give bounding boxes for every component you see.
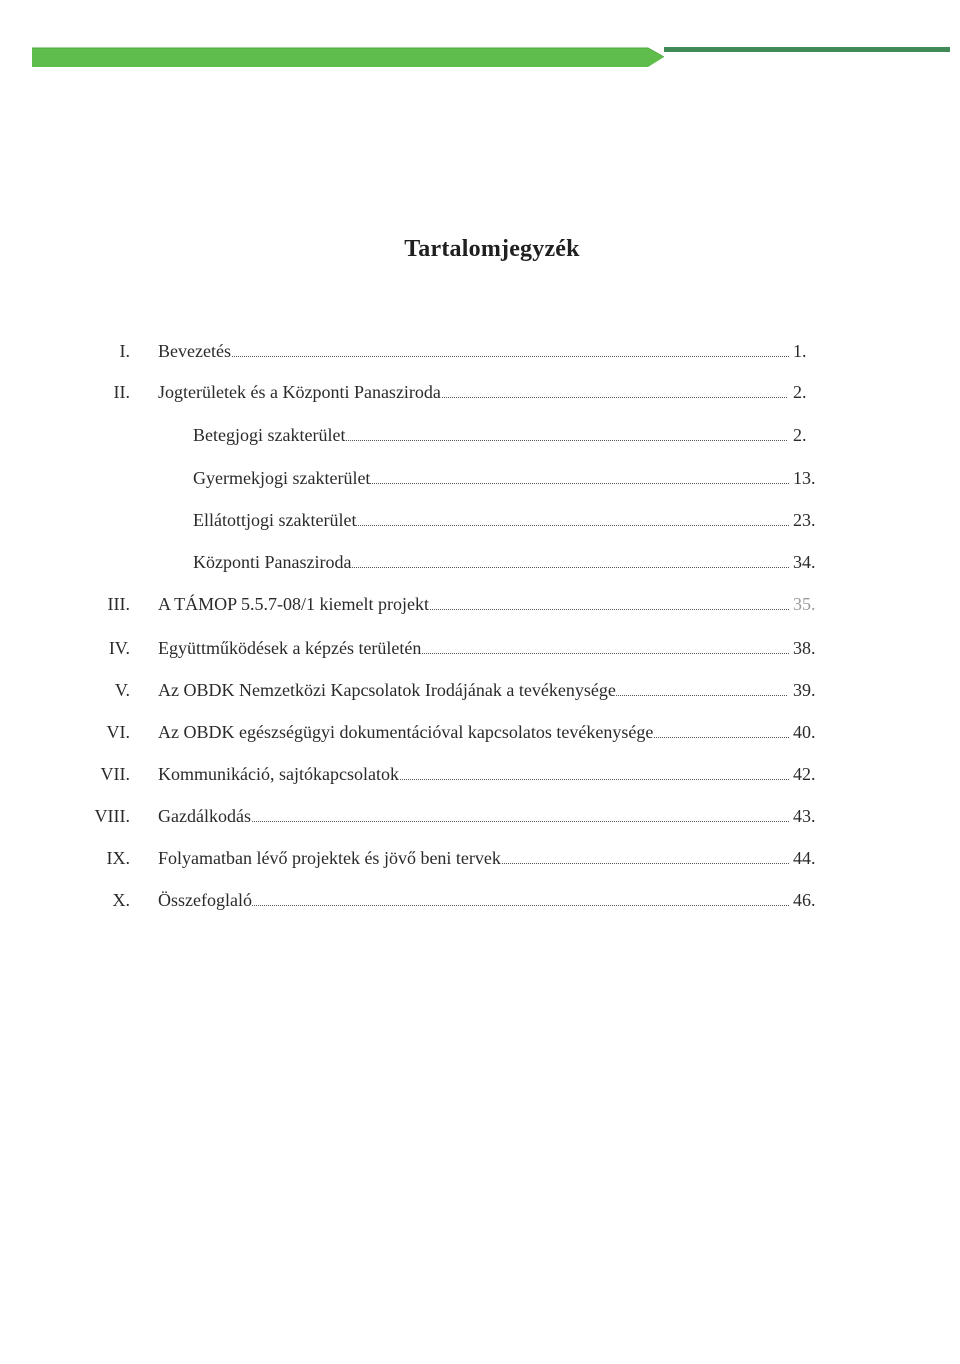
toc-entry-number: X. <box>112 890 130 910</box>
toc-entry <box>0 721 960 745</box>
toc-entry-number: VI. <box>106 722 130 742</box>
toc-entry-page-number: 46. <box>793 890 816 910</box>
toc-entry-page-number: 1. <box>793 341 807 361</box>
toc-entry-page-number: 43. <box>793 806 816 826</box>
toc-entry <box>0 889 960 913</box>
toc-entry-number: I. <box>119 341 130 361</box>
toc-entry-label: Kommunikáció, sajtókapcsolatok <box>158 764 399 784</box>
toc-entry <box>0 509 960 533</box>
toc-entry-label: Ellátottjogi szakterület <box>193 510 357 530</box>
toc-entry-label: Betegjogi szakterület <box>193 425 346 445</box>
toc-entry-number: II. <box>113 382 130 402</box>
toc-entry-page-number: 2. <box>793 425 807 445</box>
toc-entry-page-number: 35. <box>793 594 816 614</box>
toc-dot-leader <box>158 356 789 357</box>
toc-entry <box>0 763 960 787</box>
toc-entry <box>0 551 960 575</box>
toc-entry-label: Központi Panasziroda <box>193 552 352 572</box>
toc-entry <box>0 340 960 364</box>
toc-entry <box>0 424 960 448</box>
toc-entry-label: Bevezetés <box>158 341 231 361</box>
toc-entry-number: VII. <box>100 764 130 784</box>
toc-entry-label: A TÁMOP 5.5.7-08/1 kiemelt projekt <box>158 594 429 614</box>
toc-entry-page-number: 40. <box>793 722 816 742</box>
toc-entry-page-number: 23. <box>793 510 816 530</box>
page-title: Tartalomjegyzék <box>404 236 580 262</box>
toc-entry-label: Folyamatban lévő projektek és jövő beni tervek <box>158 848 501 868</box>
toc-dot-leader <box>158 905 789 906</box>
toc-entry <box>0 593 960 617</box>
toc-entry <box>0 467 960 491</box>
toc-entry <box>0 805 960 829</box>
toc-entry-page-number: 44. <box>793 848 816 868</box>
toc-entry <box>0 847 960 871</box>
toc-entry-label: Összefoglaló <box>158 890 252 910</box>
toc-entry-number: VIII. <box>94 806 130 826</box>
toc-entry-label: Az OBDK egészségügyi dokumentációval kapcsolatos tevékenysége <box>158 722 654 742</box>
toc-entry <box>0 381 960 405</box>
toc-entry-number: V. <box>114 680 130 700</box>
toc-entry-label: Az OBDK Nemzetközi Kapcsolatok Irodájának a tevékenysége <box>158 680 616 700</box>
toc-entry-number: IV. <box>108 638 130 658</box>
toc-entry-page-number: 34. <box>793 552 816 572</box>
toc-entry <box>0 679 960 703</box>
toc-entry-page-number: 13. <box>793 468 816 488</box>
toc-entry-label: Jogterületek és a Központi Panasziroda <box>158 382 441 402</box>
toc-entry-label: Együttműködések a képzés területén <box>158 638 422 658</box>
toc-entry-page-number: 39. <box>793 680 816 700</box>
toc-entry-page-number: 38. <box>793 638 816 658</box>
toc-entry-number: III. <box>107 594 130 614</box>
toc-entry-label: Gazdálkodás <box>158 806 251 826</box>
toc-entry-label: Gyermekjogi szakterület <box>193 468 371 488</box>
toc-entry-page-number: 42. <box>793 764 816 784</box>
toc-entry-page-number: 2. <box>793 382 807 402</box>
toc-entry-number: IX. <box>106 848 130 868</box>
toc-entry <box>0 637 960 661</box>
toc-dot-leader <box>158 821 789 822</box>
